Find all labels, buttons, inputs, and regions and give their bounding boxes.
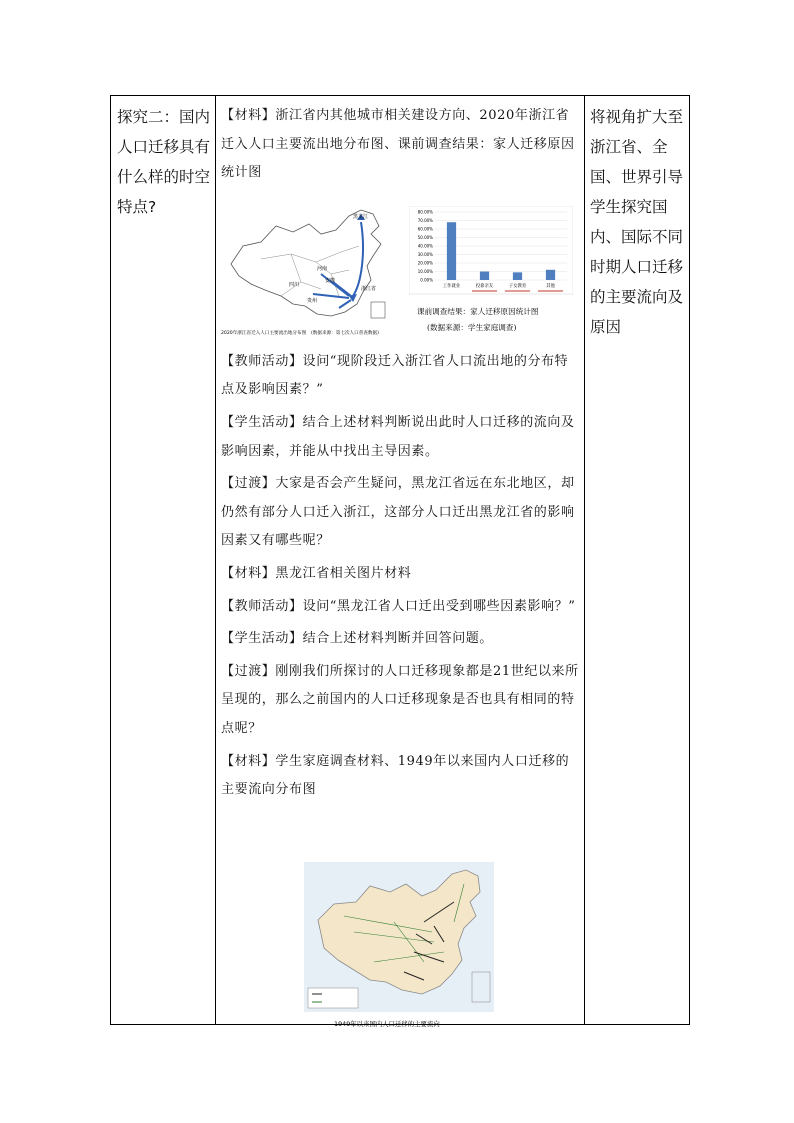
map-legend <box>308 988 358 1008</box>
map-caption: 2020年浙江省迁入人口主要流出地分布图 <box>221 331 307 336</box>
chart-title: 课前调查结果：家人迁移原因统计图 <box>417 307 539 316</box>
map-label: 四川 <box>289 282 300 288</box>
column-divider <box>215 96 216 1024</box>
bar-投靠亲友 <box>480 272 489 281</box>
paragraph-teacher-2: 【教师活动】设问“黑龙江省人口迁出受到哪些因素影响？” <box>221 598 576 614</box>
inquiry-heading: 探究二：国内人口迁移具有什么样的时空特点? <box>117 108 211 216</box>
paragraph-teacher-1: 【教师活动】设问“现阶段迁入浙江省人口流出地的分布特点及影响因素？” <box>221 353 569 398</box>
lesson-table <box>110 95 690 1028</box>
x-tick-label: 其他 <box>546 284 555 289</box>
map-label: 贵州 <box>307 298 318 304</box>
figure-migration-1949 <box>304 862 500 1030</box>
chart-frame <box>409 206 573 294</box>
map-source: (数据来源：第七次人口普查数据) <box>311 331 379 336</box>
paragraph-material-3: 【材料】学生家庭调查材料、1949年以来国内人口迁移的主要流向分布图 <box>221 753 570 798</box>
x-tick-label: 子女教育 <box>508 284 527 289</box>
y-tick-label: 0.00% <box>420 277 433 283</box>
x-tick-label: 工作就业 <box>442 284 461 289</box>
y-tick-label: 20.00% <box>417 260 433 266</box>
migration-reason-chart <box>409 206 573 342</box>
x-tick-label: 投靠亲友 <box>475 284 494 289</box>
paragraph-transition-2: 【过渡】刚刚我们所探讨的人口迁移现象都是21世纪以来所呈现的，那么之前国内的人口迁移现象是否也具有相同的特点呢？ <box>221 663 579 736</box>
bar-其他 <box>546 270 555 280</box>
map-label: 浙江省 <box>361 286 377 292</box>
y-tick-label: 80.00% <box>417 209 433 215</box>
paragraph-material-2: 【材料】黑龙江省相关图片材料 <box>221 565 412 581</box>
y-tick-label: 70.00% <box>417 218 433 223</box>
map-label: 黑龙江 <box>353 214 369 220</box>
paragraph-transition-1: 【过渡】大家是否会产生疑问，黑龙江省远在东北地区，却仍然有部分人口迁入浙江，这部分人口迁出黑龙江省的影响因素又有哪些呢？ <box>221 476 575 549</box>
paragraph-material-1: 【材料】浙江省内其他城市相关建设方向、2020年浙江省迁入人口主要流出地分布图、课前调查结果：家人迁移原因统计图 <box>221 108 575 181</box>
map-label: 河南 <box>317 266 328 272</box>
y-tick-label: 30.00% <box>417 252 433 257</box>
y-tick-label: 50.00% <box>417 235 433 240</box>
map-caption: 1949年以来国内人口迁移的主要流向 <box>334 1020 440 1028</box>
map-1949-migration <box>304 862 500 1030</box>
chart-subtitle: (数据来源：学生家庭调查) <box>427 323 517 332</box>
bar-子女教育 <box>513 272 522 280</box>
y-tick-label: 10.00% <box>417 269 433 274</box>
column-divider <box>584 96 585 1024</box>
paragraph-student-2: 【学生活动】结合上述材料判断并回答问题。 <box>221 631 494 647</box>
paragraph-student-1: 【学生活动】结合上述材料判断说出此时人口迁移的流向及影响因素，并能从中找出主导因素。 <box>221 414 575 459</box>
design-intent: 将视角扩大至浙江省、全国、世界引导学生探究国内、国际不同时期人口迁移的主要流向及原因 <box>590 108 684 336</box>
bar-工作就业 <box>447 222 456 280</box>
y-tick-label: 60.00% <box>417 226 433 232</box>
y-tick-label: 40.00% <box>417 243 433 249</box>
map-label: 安徽 <box>325 278 336 284</box>
